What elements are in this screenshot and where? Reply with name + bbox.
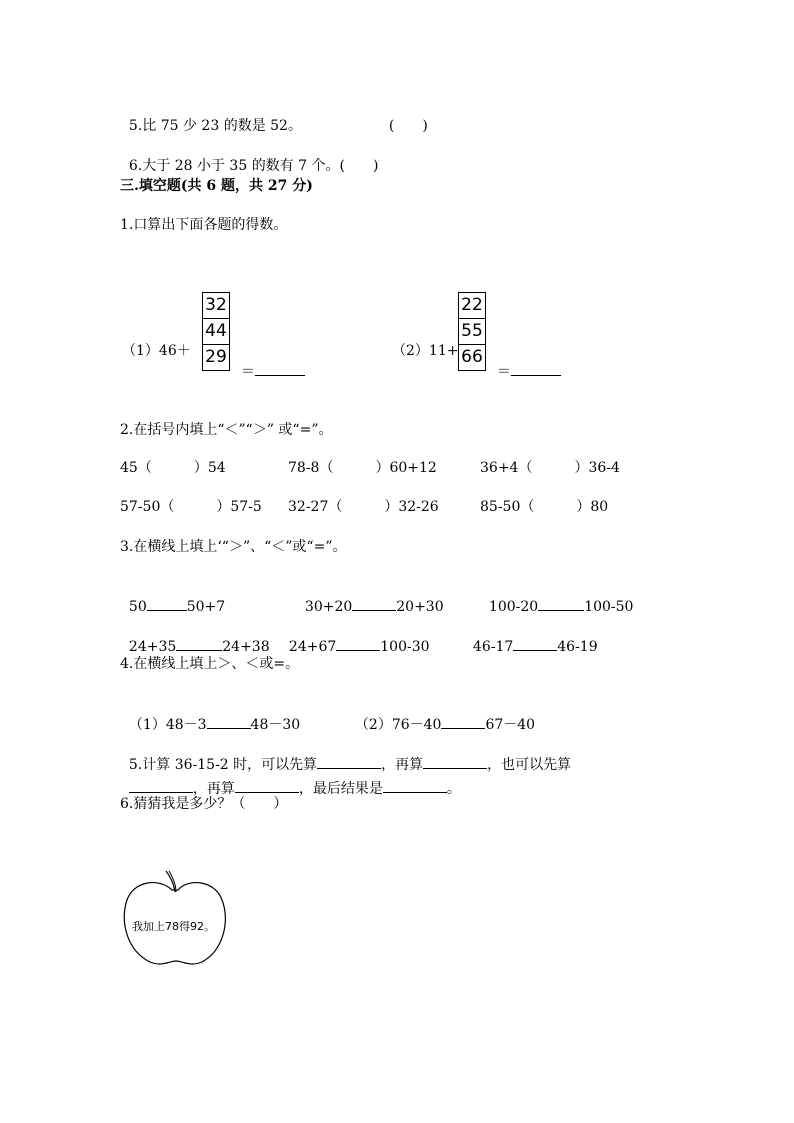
- q2-item: 85-50（ ）80: [480, 499, 609, 515]
- q1-right-num: 55: [459, 318, 485, 344]
- q2-item: 32-27（ ）32-26: [288, 499, 439, 515]
- q1-right-stack: [458, 292, 486, 371]
- answer-blank[interactable]: [538, 596, 584, 611]
- q3-item: 100-20 100-50: [480, 576, 633, 617]
- q1-left-answer: ＝: [232, 341, 305, 382]
- q3-item: 24+67 100-30: [280, 616, 430, 657]
- q2-item: 45（ ）54: [120, 460, 226, 476]
- q1-title: 1.口算出下面各题的得数。: [120, 217, 288, 233]
- answer-blank[interactable]: [176, 636, 222, 651]
- q1-right-answer: ＝: [488, 341, 561, 382]
- answer-blank[interactable]: [207, 714, 251, 729]
- answer-blank[interactable]: [255, 361, 305, 376]
- answer-blank[interactable]: [352, 596, 396, 611]
- answer-blank[interactable]: [147, 596, 187, 611]
- apple-label: 我加上78得92。: [132, 920, 215, 933]
- answer-blank[interactable]: [336, 636, 380, 651]
- q4-item: （1）48－3 48－30: [120, 694, 300, 735]
- q1-left-stack: [202, 292, 230, 371]
- q1-left-prefix: （1）46＋: [122, 343, 191, 359]
- q1-left-num: 44: [203, 318, 229, 344]
- q2-item: 36+4（ ）36-4: [480, 460, 620, 476]
- q5-line1: 5.计算 36-15-2 时，可以先算 ，再算 ，也可以先算: [120, 734, 571, 775]
- q6-title: 6.猜猜我是多少？（ ）: [120, 796, 288, 812]
- q3-item: 46-17 46-19: [464, 616, 598, 657]
- q1-right-num: 66: [459, 344, 485, 370]
- q3-item: 50 50+7: [120, 576, 225, 617]
- answer-blank[interactable]: [235, 778, 299, 793]
- judge-q6-text: 6.大于 28 小于 35 的数有 7 个。: [128, 158, 340, 174]
- judge-q6-paren: ( ): [339, 158, 379, 174]
- q3-title: 3.在横线上填上‘“＞”、“＜”或“=”。: [120, 539, 347, 555]
- judge-q5-paren: ( ): [388, 118, 428, 134]
- q1-right-prefix: （2）11+: [392, 343, 459, 359]
- q5-line2: ，再算 ，最后结果是 。: [120, 758, 461, 799]
- q2-item: 78-8（ ）60+12: [288, 460, 437, 476]
- section-title: 三.填空题(共 6 题，共 27 分): [120, 178, 313, 194]
- q4-title: 4.在横线上填上＞、＜或=。: [120, 656, 300, 672]
- q2-title: 2.在括号内填上“＜”“＞” 或“=”。: [120, 422, 333, 438]
- q3-item: 30+20 20+30: [296, 576, 444, 617]
- q1-left-num: 29: [203, 344, 229, 370]
- answer-blank[interactable]: [383, 778, 447, 793]
- judge-q5-text: 5.比 75 少 23 的数是 52。: [128, 118, 302, 134]
- answer-blank[interactable]: [441, 714, 485, 729]
- q2-item: 57-50（ ）57-5: [120, 499, 262, 515]
- answer-blank[interactable]: [511, 361, 561, 376]
- q1-right-num: 22: [461, 295, 483, 315]
- answer-blank[interactable]: [129, 778, 193, 793]
- judge-q6: [120, 136, 378, 176]
- q3-item: 24+35 24+38: [120, 616, 270, 657]
- judge-q5: [120, 96, 302, 136]
- answer-blank[interactable]: [513, 636, 557, 651]
- q1-left-num: 32: [205, 295, 227, 315]
- q4-item: （2）76－40 67－40: [346, 694, 535, 735]
